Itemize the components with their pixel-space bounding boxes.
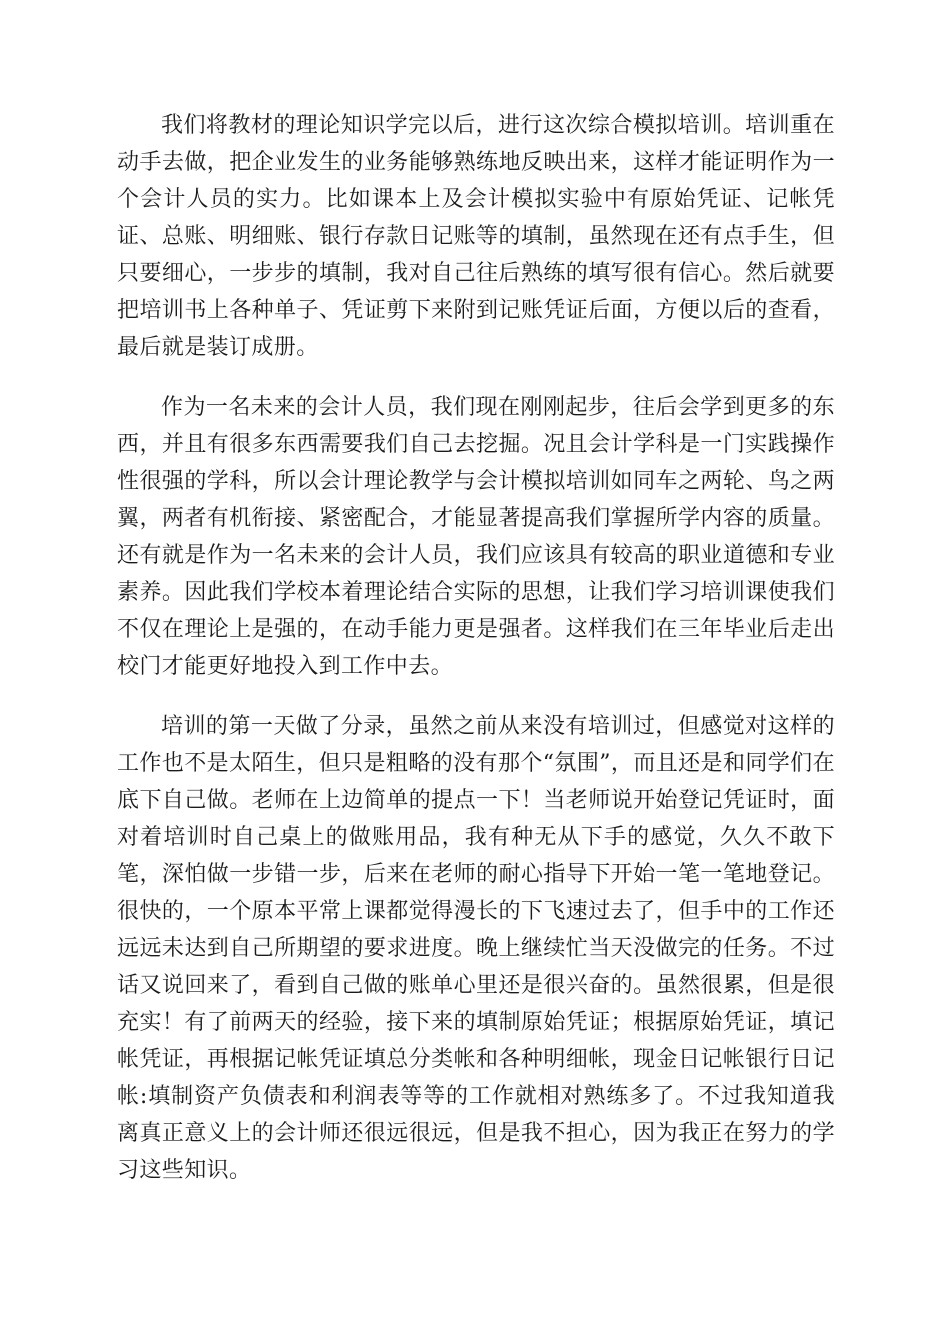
paragraph-1: 我们将教材的理论知识学完以后，进行这次综合模拟培训。培训重在动手去做，把企业发生的业务能够熟练地反映出来，这样才能证明作为一个会计人员的实力。比如课本上及会计模拟实验中有原始凭证、记帐凭证、总账、明细账、银行存款日记账等的填制，虽然现在还有点手生，但只要细心，一步步的填制，我对自己往后熟练的填写很有信心。然后就要把培训书上各种单子、凭证剪下来附到记账凭证后面，方便以后的查看，最后就是装订成册。 xyxy=(117,113,835,360)
paragraph-2: 作为一名未来的会计人员，我们现在刚刚起步，往后会学到更多的东西，并且有很多东西需要我们自己去挖掘。况且会计学科是一门实践操作性很强的学科，所以会计理论教学与会计模拟培训如同车之两轮、鸟之两翼，两者有机衔接、紧密配合，才能显著提高我们掌握所学内容的质量。还有就是作为一名未来的会计人员，我们应该具有较高的职业道德和专业素养。因此我们学校本着理论结合实际的思想，让我们学习培训课使我们不仅在理论上是强的，在动手能力更是强者。这样我们在三年毕业后走出校门才能更好地投入到工作中去。 xyxy=(117,395,835,679)
paragraph-3: 培训的第一天做了分录，虽然之前从来没有培训过，但感觉对这样的工作也不是太陌生，但只是粗略的没有那个“氛围”，而且还是和同学们在底下自己做。老师在上边简单的提点一下！当老师说开始登记凭证时，面对着培训时自己桌上的做账用品，我有种无从下手的感觉，久久不敢下笔，深怕做一步错一步，后来在老师的耐心指导下开始一笔一笔地登记。很快的，一个原本平常上课都觉得漫长的下飞速过去了，但手中的工作还远远未达到自己所期望的要求进度。晚上继续忙当天没做完的任务。不过话又说回来了，看到自己做的账单心里还是很兴奋的。虽然很累，但是很充实！有了前两天的经验，接下来的填制原始凭证；根据原始凭证，填记帐凭证，再根据记帐凭证填总分类帐和各种明细帐，现金日记帐银行日记帐:填制资产负债表和利润表等等的工作就相对熟练多了。不过我知道我离真正意义上的会计师还很远很远，但是我不担心，因为我正在努力的学习这些知识。 xyxy=(117,714,835,1183)
document-page xyxy=(117,107,835,1212)
